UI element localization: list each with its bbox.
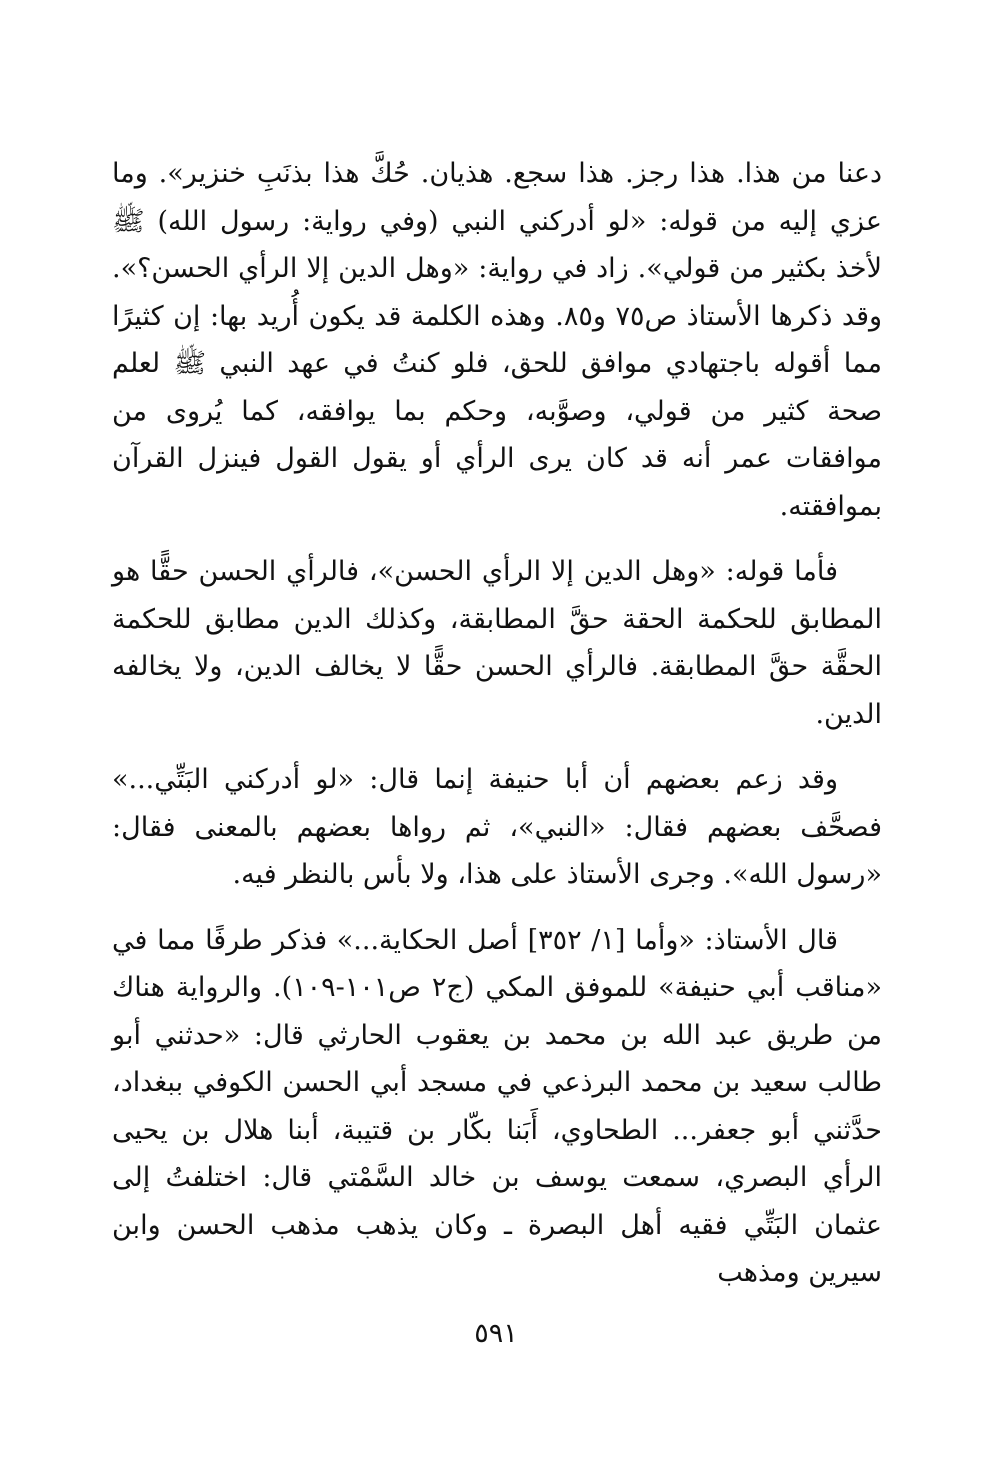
paragraph-3: وقد زعم بعضهم أن أبا حنيفة إنما قال: «لو أدركني البَتِّي...» فصحَّف بعضهم فقال: «النبي»، ثم رواها بعضهم بالمعنى فقال: «رسول الله». وجرى الأستاذ على هذا، ولا بأس بالنظر فيه.	[112, 764, 882, 890]
paragraph-2: فأما قوله: «وهل الدين إلا الرأي الحسن»، فالرأي الحسن حقًّا هو المطابق للحكمة الحقة حقَّ المطابقة، وكذلك الدين مطابق للحكمة الحقَّة حقَّ المطابقة. فالرأي الحسن حقًّا لا يخالف الدين، ولا يخالفه الدين.	[112, 556, 882, 730]
paragraph-1: دعنا من هذا. هذا رجز. هذا سجع. هذيان. حُكَّ هذا بذنَبِ خنزير». وما عزي إليه من قوله: «لو أدركني النبي (وفي رواية: رسول الله) ﷺ لأخذ بكثير من قولي». زاد في رواية: «وهل الدين إلا الرأي الحسن؟». وقد ذكرها الأستاذ ص٧٥ و٨٥. وهذه الكلمة قد يكون أُريد بها: إن كثيرًا مما أقوله باجتهادي موافق للحق، فلو كنتُ في عهد النبي ﷺ لعلم صحة كثير من قولي، وصوَّبه، وحكم بما يوافقه، كما يُروى من موافقات عمر أنه قد كان يرى الرأي أو يقول القول فينزل القرآن بموافقته.	[112, 158, 883, 522]
body-text	[112, 150, 882, 1315]
page-number: ٥٩١	[474, 1318, 518, 1349]
paragraph-4: قال الأستاذ: «وأما [١/ ٣٥٢] أصل الحكاية...» فذكر طرفًا مما في «مناقب أبي حنيفة» للموفق المكي (ج٢ ص١٠١-١٠٩). والرواية هناك من طريق عبد الله بن محمد بن يعقوب الحارثي قال: «حدثني أبو طالب سعيد بن محمد البرذعي في مسجد أبي الحسن الكوفي ببغداد، حدَّثني أبو جعفر... الطحاوي، أَبَنا بكّار بن قتيبة، أبنا هلال بن يحيى الرأي البصري، سمعت يوسف بن خالد السَّمْتي قال: اختلفتُ إلى عثمان البَتِّي فقيه أهل البصرة ـ وكان يذهب مذهب الحسن وابن سيرين ومذهب	[112, 924, 882, 1288]
